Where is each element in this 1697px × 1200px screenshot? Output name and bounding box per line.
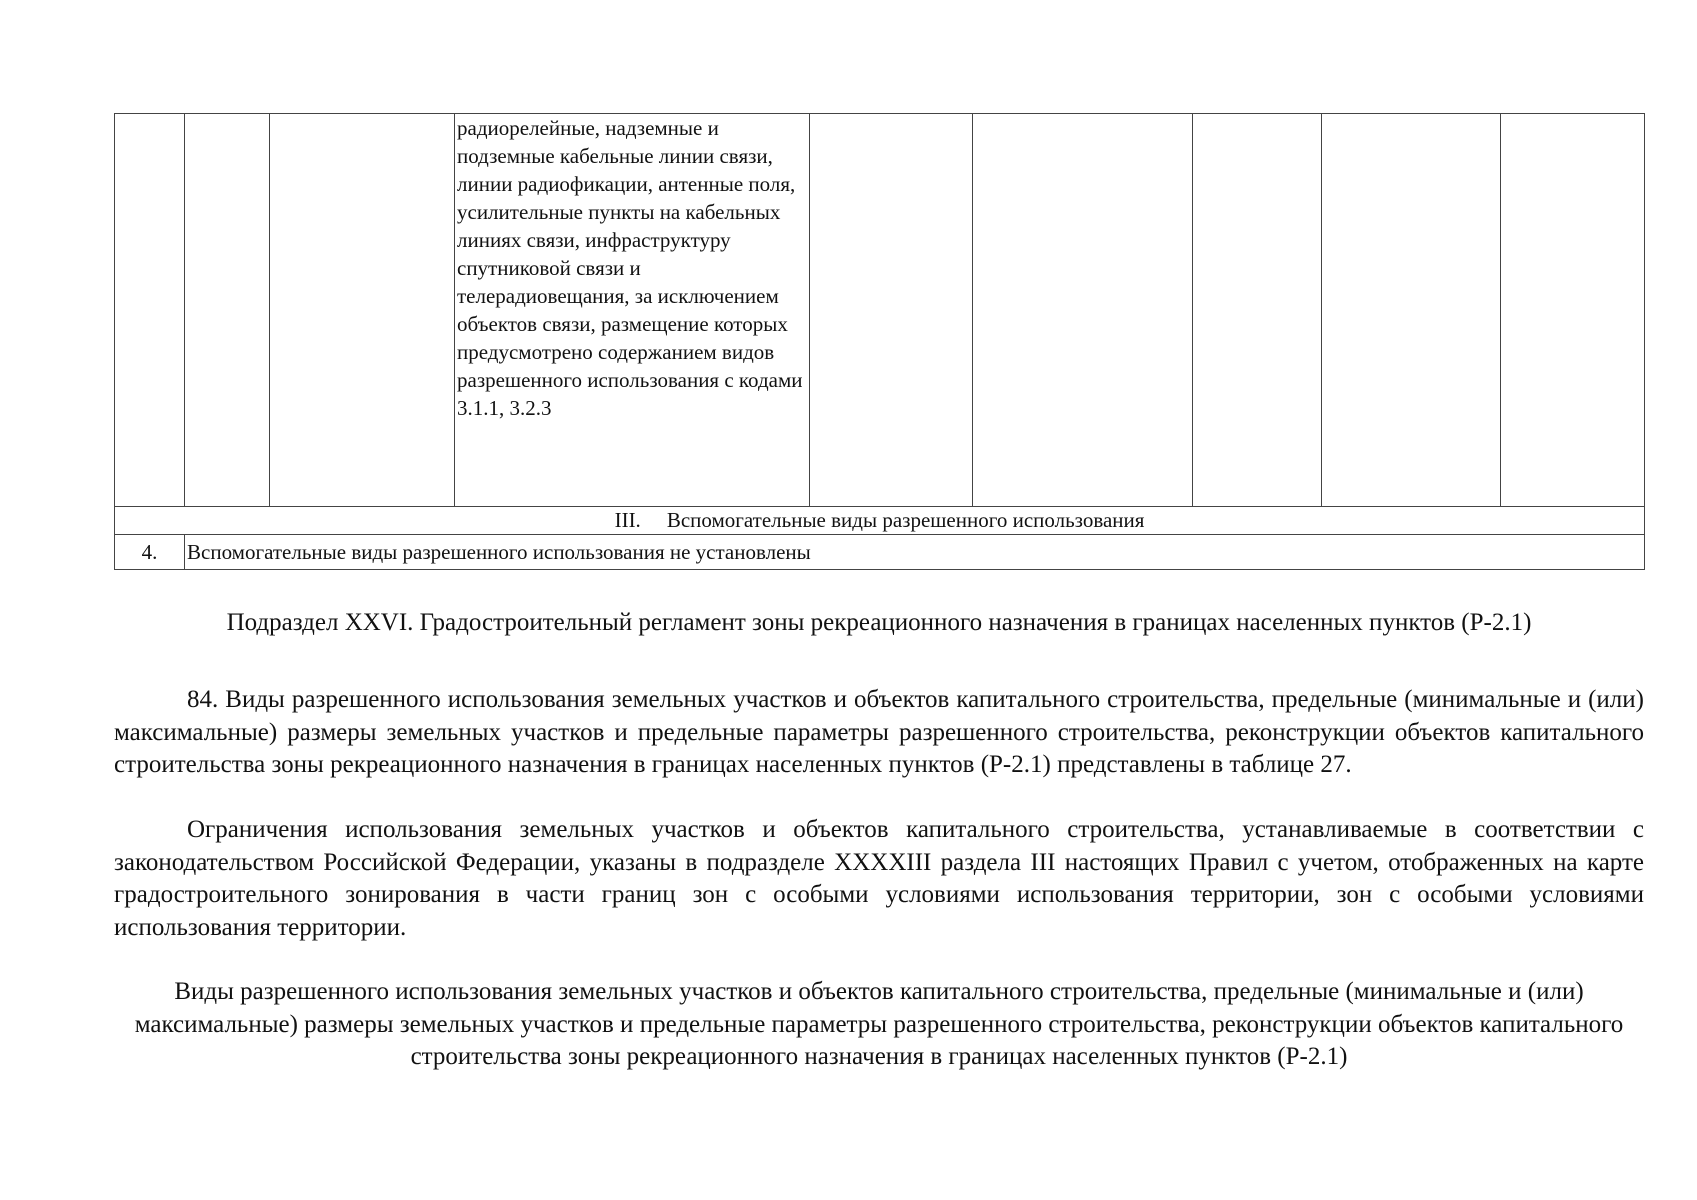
row-text-cell: Вспомогательные виды разрешенного использования не установлены	[185, 535, 1645, 570]
section-heading-text: Вспомогательные виды разрешенного использования	[666, 508, 1145, 532]
continuation-text-cell: радиорелейные, надземные и подземные кабельные линии связи, линии радиофикации, антенные поля, усилительные пункты на кабельных линиях связи, инфраструктуру спутниковой связи и телерадиовещания, за исключением объектов связи, размещение которых предусмотрено содержанием видов разрешенного использования с кодами 3.1.1, 3.2.3	[455, 114, 810, 507]
table-cell	[270, 114, 455, 507]
regulation-table	[114, 113, 1645, 570]
section-heading-cell	[115, 507, 1645, 535]
table-caption: Виды разрешенного использования земельных участков и объектов капитального строительства, предельные (минимальные и (или) максимальные) размеры земельных участков и предельные параметры разрешенного строительства, реконструкции объектов капитального строительства зоны рекреационного назначения в границах населенных пунктов (Р-2.1)	[134, 978, 1624, 1070]
table-cell	[1193, 114, 1322, 507]
table-cell	[1322, 114, 1501, 507]
table-cell	[185, 114, 270, 507]
table-row-4	[115, 535, 1645, 570]
section-roman-number: III.	[614, 508, 641, 532]
table-cell	[115, 114, 185, 507]
subsection-title: Подраздел XXVI. Градостроительный регламент зоны рекреационного назначения в границах населенных пунктов (Р-2.1)	[226, 609, 1532, 636]
table-cell	[973, 114, 1193, 507]
table-row-continuation	[115, 114, 1645, 507]
paragraph-restrictions: Ограничения использования земельных участков и объектов капитального строительства, устанавливаемые в соответствии с законодательством Российской Федерации, указаны в подразделе XXXXIII раздела III настоящих Правил с учетом, отображенных на карте градостроительного зонирования в части границ зон с особыми условиями использования территории, зон с особыми условиями использования территории.	[114, 816, 1644, 941]
row-number-cell: 4.	[115, 535, 185, 570]
paragraph-84: 84. Виды разрешенного использования земельных участков и объектов капитального строительства, предельные (минимальные и (или) максимальные) размеры земельных участков и предельные параметры разрешенного строительства, реконструкции объектов капитального строительства зоны рекреационного назначения в границах населенных пунктов (Р-2.1) представлены в таблице 27.	[114, 686, 1644, 778]
table-cell	[1501, 114, 1645, 507]
table-row-section-heading	[115, 507, 1645, 535]
table-cell	[810, 114, 973, 507]
